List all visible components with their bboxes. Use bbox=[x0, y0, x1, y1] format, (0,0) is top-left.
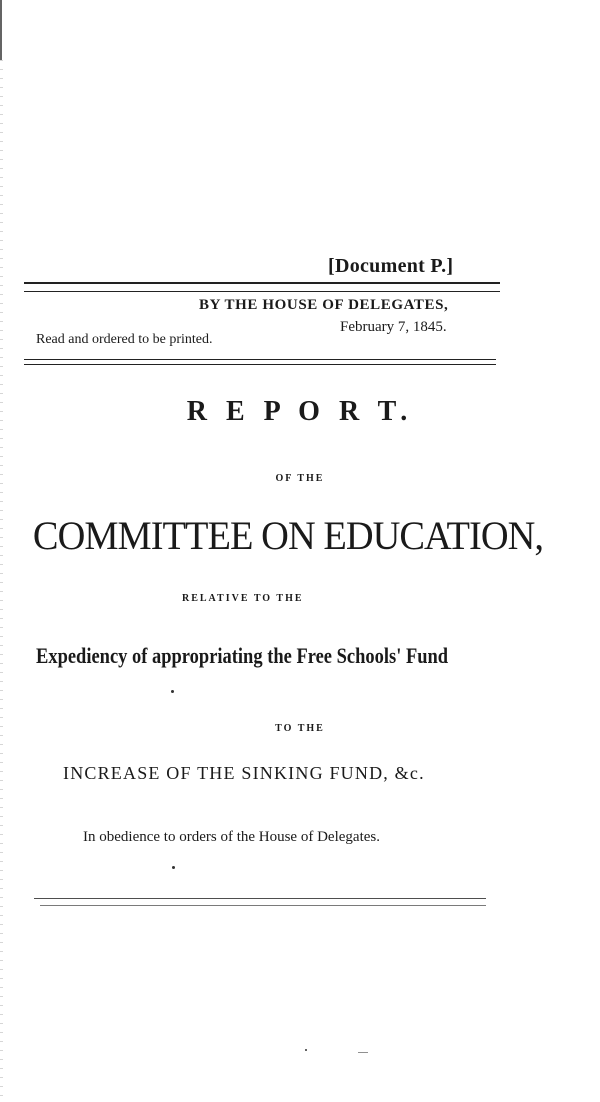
of-the-line: OF THE bbox=[275, 473, 325, 484]
ink-dash bbox=[358, 1052, 368, 1053]
ink-speck bbox=[305, 1049, 307, 1051]
page-edge-dots bbox=[0, 60, 3, 1102]
bottom-rule-1 bbox=[34, 898, 486, 899]
bottom-rule-2 bbox=[40, 905, 486, 906]
mid-rule-1 bbox=[24, 359, 496, 360]
page-edge-mark bbox=[0, 0, 6, 60]
ink-speck bbox=[172, 866, 175, 869]
mid-rule-2 bbox=[24, 364, 496, 365]
committee-title: COMMITTEE ON EDUCATION, bbox=[32, 513, 544, 558]
obedience-line: In obedience to orders of the House of Delegates. bbox=[83, 829, 380, 845]
order-note: Read and ordered to be printed. bbox=[36, 332, 213, 347]
relative-line: RELATIVE TO THE bbox=[182, 593, 304, 604]
to-the-line: TO THE bbox=[275, 723, 325, 734]
report-title: R E P O R T. bbox=[186, 396, 414, 427]
top-rule-thin bbox=[24, 291, 500, 292]
top-rule-thick bbox=[24, 282, 500, 284]
subject-line: Expediency of appropriating the Free Schools' Fund bbox=[36, 643, 449, 668]
document-label: [Document P.] bbox=[328, 255, 454, 277]
authority-line: BY THE HOUSE OF DELEGATES, bbox=[199, 297, 449, 313]
subject-end-line: INCREASE OF THE SINKING FUND, &c. bbox=[63, 763, 425, 783]
date-line: February 7, 1845. bbox=[340, 319, 447, 335]
ink-speck bbox=[171, 690, 174, 693]
